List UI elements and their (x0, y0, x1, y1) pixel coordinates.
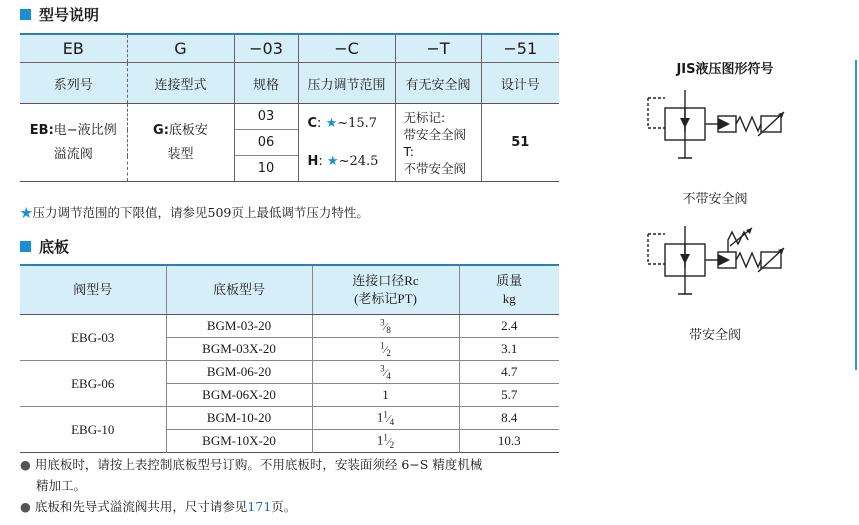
list-item: ● 用底板时，请按上表控制底板型号订购。不用底板时，安装面须经 6−S 精度机械 (20, 457, 483, 472)
label-cell: 连接型式 (127, 63, 234, 104)
connection-cell: G:底板安 装型 (127, 104, 234, 182)
star-icon: ★ (325, 115, 338, 131)
code-cell: −03 (234, 34, 298, 63)
label-cell: 压力调节范围 (298, 63, 395, 104)
mass-cell: 2.4 (459, 315, 559, 338)
valve-model-cell: EBG-10 (20, 407, 166, 453)
plate-model-cell: BGM-10X-20 (166, 430, 312, 453)
model-code-table (20, 33, 559, 182)
star-icon: ★ (326, 153, 339, 169)
relief-valve-symbol-no-safety (630, 80, 800, 180)
design-cell: 51 (481, 104, 559, 182)
symbol-label-with-safety: 带安全阀 (688, 328, 741, 343)
page-edge-bar (855, 60, 857, 370)
plate-model-cell: BGM-06-20 (166, 361, 312, 384)
safety-cell: 无标记: 带安全全阀 T: 不带安全阀 (395, 104, 481, 182)
port-size-cell: 1 (312, 384, 459, 407)
bullet-icon: ● (20, 457, 31, 472)
model-code-row (20, 34, 559, 63)
size-cell: 03 (234, 104, 298, 130)
series-cell: EB:电−液比例 溢流阀 (29, 122, 117, 162)
mass-cell: 8.4 (459, 407, 559, 430)
table-row (20, 407, 559, 430)
pressure-cell: C: ★~15.7 H: ★~24.5 (298, 104, 395, 182)
list-item: ● 底板和先导式溢流阀共用，尺寸请参见171页。 (20, 499, 297, 514)
section-marker-icon (20, 9, 31, 20)
port-size-cell: $1^1⁄_4$ (312, 407, 459, 430)
size-cell: 10 (234, 156, 298, 182)
header-cell: 底板型号 (166, 265, 312, 315)
bullet-icon: ● (20, 499, 31, 514)
port-size-cell: $1^1⁄_2$ (312, 430, 459, 453)
code-cell: −C (298, 34, 395, 63)
port-size-cell: $^3⁄_8$ (312, 315, 459, 338)
subplate-header-row (20, 265, 559, 315)
label-cell: 规格 (234, 63, 298, 104)
plate-model-cell: BGM-03-20 (166, 315, 312, 338)
plate-model-cell: BGM-06X-20 (166, 384, 312, 407)
mass-cell: 5.7 (459, 384, 559, 407)
mass-cell: 3.1 (459, 338, 559, 361)
mass-cell: 4.7 (459, 361, 559, 384)
model-label-row (20, 63, 559, 104)
code-cell: −T (395, 34, 481, 63)
valve-model-cell: EBG-06 (20, 361, 166, 407)
header-cell: 连接口径Rc (老标记PT) (312, 265, 459, 315)
star-icon: ★ (20, 205, 33, 220)
section-title-model: 型号说明 (20, 4, 99, 25)
mass-cell: 10.3 (459, 430, 559, 453)
table-row (20, 315, 559, 338)
header-cell: 阀型号 (20, 265, 166, 315)
relief-valve-symbol-with-safety (630, 220, 800, 320)
pressure-note: ★压力调节范围的下限值，请参见509页上最低调节压力特性。 (20, 205, 369, 220)
header-cell: 质量 kg (459, 265, 559, 315)
label-cell: 设计号 (481, 63, 559, 104)
plate-model-cell: BGM-10-20 (166, 407, 312, 430)
table-row (20, 361, 559, 384)
port-size-cell: $^1⁄_2$ (312, 338, 459, 361)
label-cell: 有无安全阀 (395, 63, 481, 104)
size-cell: 06 (234, 130, 298, 156)
code-cell: −51 (481, 34, 559, 63)
section-title-plate: 底板 (20, 236, 69, 257)
port-size-cell: $^3⁄_4$ (312, 361, 459, 384)
valve-model-cell: EBG-03 (71, 329, 115, 345)
label-cell: 系列号 (20, 63, 127, 104)
page-link[interactable]: 171 (247, 499, 272, 514)
notes-list: ● 用底板时，请按上表控制底板型号订购。不用底板时，安装面须经 6−S 精度机械 精加工。 ● 底板和先导式溢流阀共用，尺寸请参见171页。 (20, 454, 565, 517)
jis-symbol-title: JIS液压图形符号 (676, 62, 774, 77)
section-marker-icon (20, 241, 31, 252)
code-cell: EB (20, 34, 127, 63)
code-cell: G (127, 34, 234, 63)
plate-model-cell: BGM-03X-20 (166, 338, 312, 361)
symbol-label-no-safety: 不带安全阀 (682, 192, 748, 207)
subplate-table (20, 264, 559, 453)
